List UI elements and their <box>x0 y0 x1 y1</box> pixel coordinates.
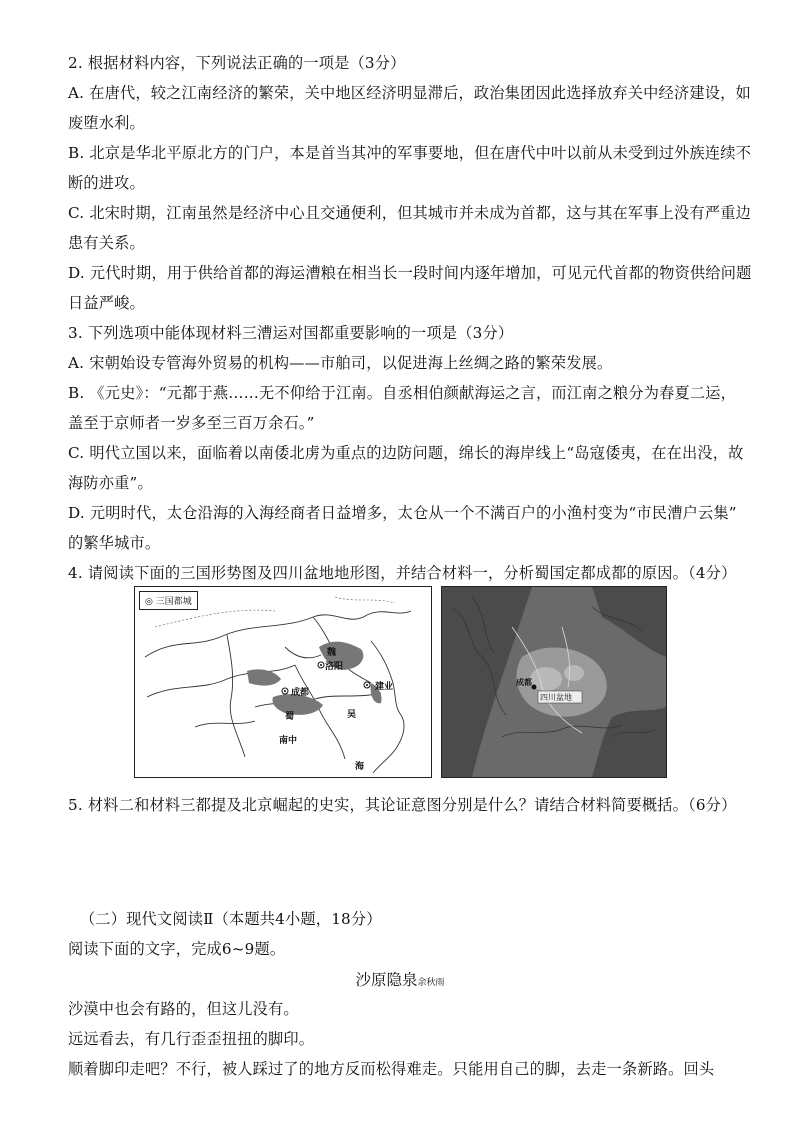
label-jianye: 建业 <box>375 682 394 692</box>
label-shu: 蜀 <box>285 712 295 722</box>
label-nanzhong: 南中 <box>279 736 298 746</box>
article-title: 沙原隐泉 <box>355 971 418 989</box>
map-legend <box>139 591 198 610</box>
q2-option-b-cont: 断的进攻。 <box>68 174 145 192</box>
sichuan-terrain-drawing <box>442 587 666 777</box>
q2-option-d-cont: 日益严峻。 <box>68 294 145 312</box>
paragraph-2: 远远看去，有几行歪歪扭扭的脚印。 <box>68 1030 315 1048</box>
capital-symbol-icon: ◎ <box>145 597 156 607</box>
paragraph-1: 沙漠中也会有路的，但这儿没有。 <box>68 1000 299 1018</box>
q2-option-a: A. 在唐代，较之江南经济的繁荣，关中地区经济明显滞后，政治集团因此选择放弃关中经济建设，如 <box>68 84 751 102</box>
q3-stem: 3. 下列选项中能体现材料三漕运对国都重要影响的一项是（3分） <box>68 324 514 342</box>
q2-option-d: D. 元代时期，用于供给首都的海运漕粮在相当长一段时间内逐年增加，可见元代首都的物资供给问题 <box>68 264 752 282</box>
terrain-label-chengdu: 成都 <box>516 678 532 687</box>
section-instruction: 阅读下面的文字，完成6~9题。 <box>68 940 286 958</box>
label-sea: 海 <box>355 762 365 772</box>
q3-option-c: C. 明代立国以来，面临着以南倭北虏为重点的边防问题，绵长的海岸线上“岛寇倭夷，在在出没，故 <box>68 444 744 462</box>
q3-option-a: A. 宋朝始设专管海外贸易的机构——市舶司，以促进海上丝绸之路的繁荣发展。 <box>68 354 613 372</box>
q2-option-c: C. 北宋时期，江南虽然是经济中心且交通便利，但其城市并未成为首都，这与其在军事上没有严重边 <box>68 204 751 222</box>
terrain-label-basin: 四川盆地 <box>540 693 572 702</box>
label-wu: 吴 <box>347 710 357 720</box>
label-chengdu: 成都 <box>291 688 310 698</box>
q3-option-b-cont: 盖至于京师者一岁多至三百万余石。” <box>68 414 315 432</box>
q3-option-c-cont: 海防亦重”。 <box>68 474 153 492</box>
sichuan-terrain-map <box>441 586 667 778</box>
legend-label: 三国都城 <box>155 597 192 607</box>
paragraph-3: 顺着脚印走吧？不行，被人踩过了的地方反而松得难走。只能用自己的脚，去走一条新路。回头 <box>68 1060 715 1078</box>
article-title-line <box>0 968 800 990</box>
q2-option-c-cont: 患有关系。 <box>68 234 145 252</box>
q3-option-d: D. 元明时代，太仓沿海的入海经商者日益增多，太仓从一个不满百户的小渔村变为“市民漕户云集” <box>68 504 737 522</box>
section-heading: （二）现代文阅读Ⅱ（本题共4小题，18分） <box>80 910 382 928</box>
label-luoyang: 洛阳 <box>325 662 344 672</box>
q2-option-a-cont: 废堕水利。 <box>68 114 145 132</box>
q2-option-b: B. 北京是华北平原北方的门户，本是首当其冲的军事要地，但在唐代中叶以前从未受到过外族连续不 <box>68 144 752 162</box>
q3-option-b: B. 《元史》：“元都于燕……无不仰给于江南。自丞相伯颜献海运之言，而江南之粮分为春夏二运， <box>68 384 737 402</box>
q4-stem: 4. 请阅读下面的三国形势图及四川盆地地形图，并结合材料一，分析蜀国定都成都的原因。（4分） <box>68 564 737 582</box>
q5-stem: 5. 材料二和材料三都提及北京崛起的史实，其论证意图分别是什么？请结合材料简要概括。（6分） <box>68 796 737 814</box>
article-author: 余秋雨 <box>417 978 445 988</box>
label-wei: 魏 <box>327 648 337 658</box>
q3-option-d-cont: 的繁华城市。 <box>68 534 161 552</box>
q2-stem: 2. 根据材料内容，下列说法正确的一项是（3分） <box>68 54 406 72</box>
three-kingdoms-map <box>134 586 432 778</box>
